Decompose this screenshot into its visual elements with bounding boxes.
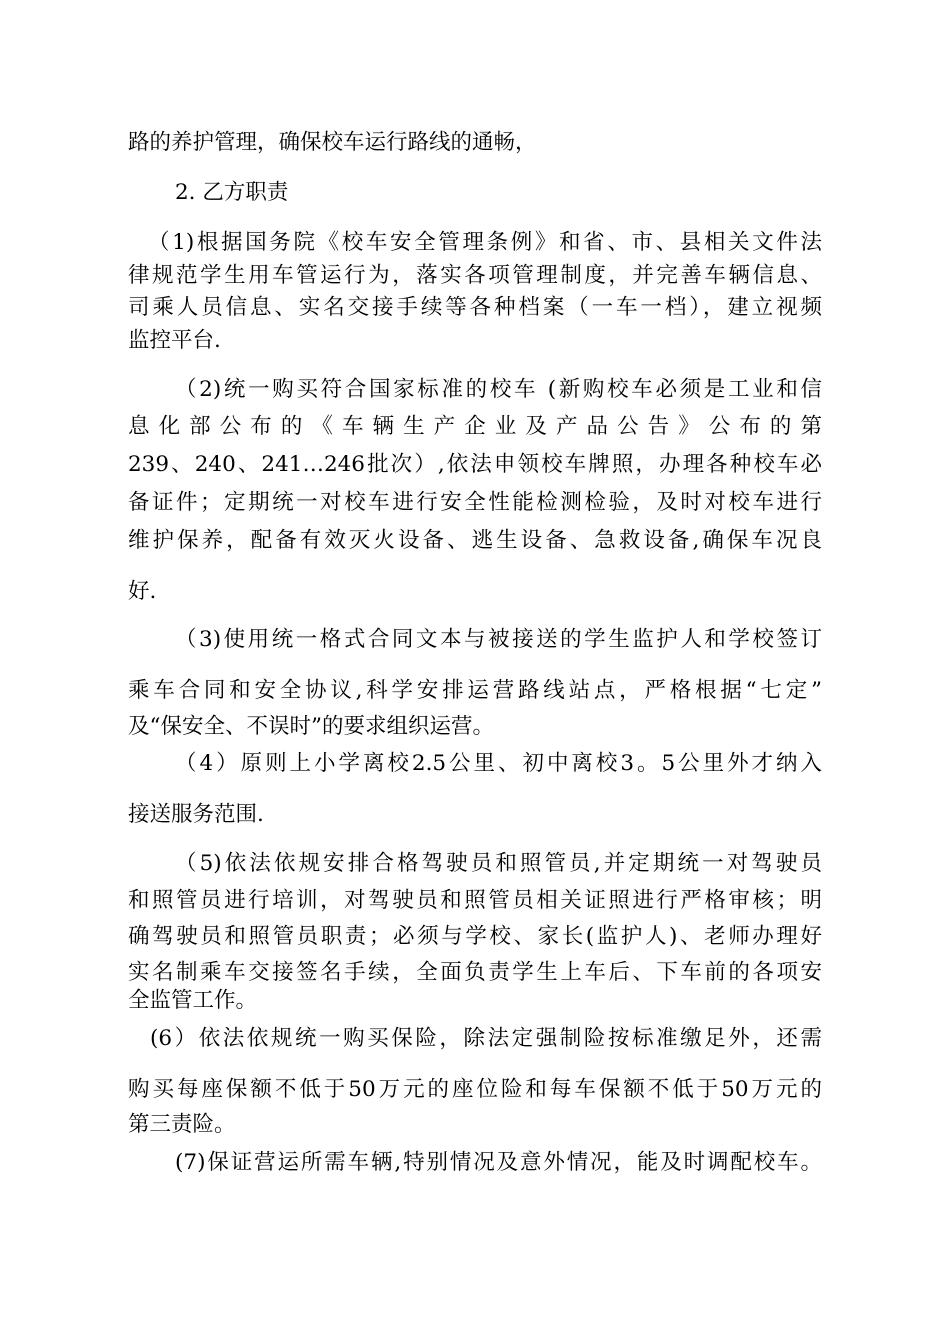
text-line: （5)依法依规安排合格驾驶员和照管员,并定期统一对驾驶员 [175,851,822,876]
text-line: （3)使用统一格式合同文本与被接送的学生监护人和学校签订 [175,627,822,652]
text-line: （2)统一购买符合国家标准的校车 (新购校车必须是工业和信 [175,377,822,402]
text-line: 监控平台. [128,328,221,353]
text-line: （1)根据国务院《校车安全管理条例》和省、市、县相关文件法 [148,230,822,255]
text-line: 乘车合同和安全协议,科学安排运营路线站点，严格根据“七定” [128,678,822,703]
text-line: 接送服务范围. [128,802,264,827]
text-line: 全监管工作。 [128,988,258,1013]
text-line: 备证件；定期统一对校车进行安全性能检测检验，及时对校车进行 [128,490,822,515]
text-line: 购买每座保额不低于50万元的座位险和每车保额不低于50万元的 [128,1077,822,1102]
text-line: (6）依法依规统一购买保险，除法定强制险按标准缴足外，还需 [150,1026,822,1051]
text-line: 维护保养，配备有效灭火设备、逃生设备、急救设备,确保车况良 [128,528,822,553]
text-line: （4）原则上小学离校2.5公里、初中离校3。5公里外才纳入 [175,751,822,776]
text-line: (7)保证营运所需车辆,特别情况及意外情况，能及时调配校车。 [175,1150,822,1175]
text-line: 路的养护管理，确保校车运行路线的通畅， [128,130,537,155]
text-line: 及“保安全、不误时”的要求组织运营。 [128,714,494,739]
text-line: 司乘人员信息、实名交接手续等各种档案（一车一档），建立视频 [128,295,822,320]
text-line: 律规范学生用车管运行为，落实各项管理制度，并完善车辆信息、 [128,263,822,288]
text-line: 好. [128,579,157,604]
text-line: 实名制乘车交接签名手续，全面负责学生上车后、下车前的各项安 [128,960,822,985]
text-line: 确驾驶员和照管员职责；必须与学校、家长(监护人)、老师办理好 [128,924,822,949]
text-line: 第三责险。 [128,1112,236,1137]
section-heading: 2. 乙方职责 [175,180,289,205]
text-line: 239、240、241…246批次）,依法申领校车牌照，办理各种校车必 [128,452,822,477]
text-line: 息化部公布的《车辆生产企业及产品公告》公布的第 [128,414,822,439]
text-line: 和照管员进行培训，对驾驶员和照管员相关证照进行严格审核；明 [128,888,822,913]
